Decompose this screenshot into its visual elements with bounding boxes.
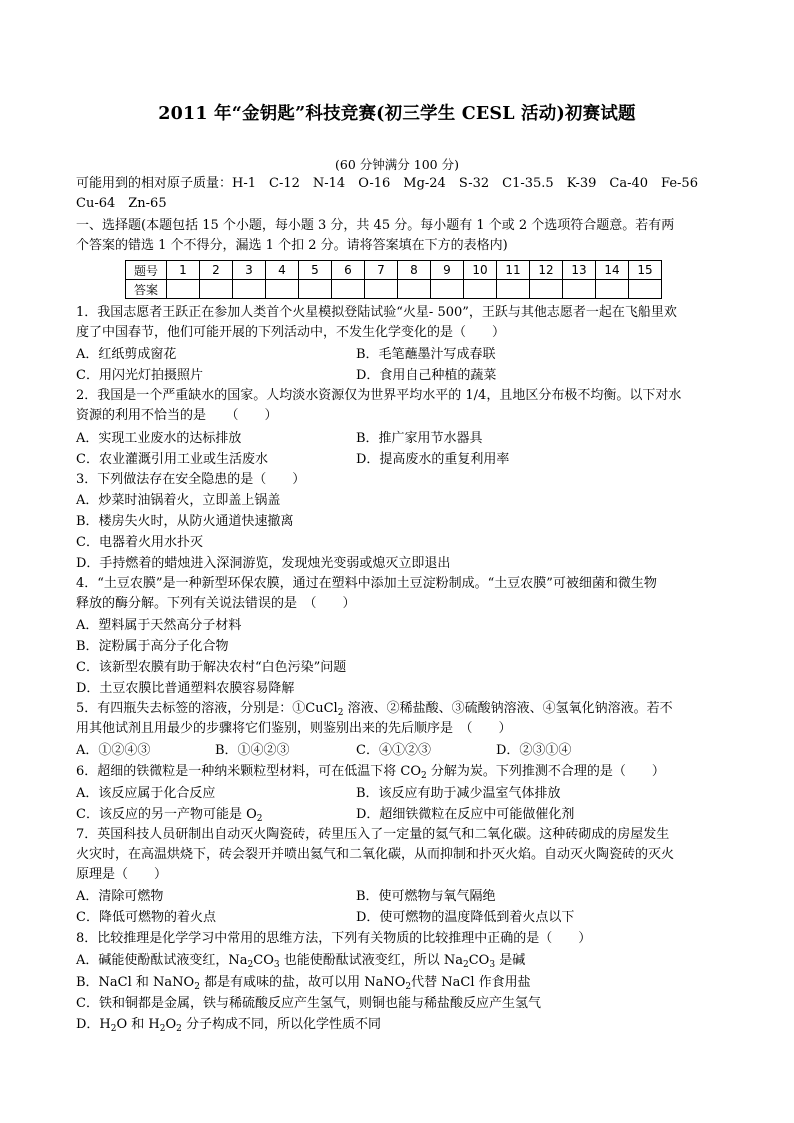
q3-stem: 3．下列做法存在安全隐患的是（ ） [76, 472, 306, 487]
answer-cell[interactable] [596, 280, 629, 299]
question-number-cell: 11 [497, 261, 530, 280]
q6-stem-part2: 分解为炭。下列推测不合理的是（ ） [426, 764, 665, 779]
q7-option-a: A．清除可燃物 [76, 889, 164, 904]
q8-b-part3: 代替 NaCl 作食用盐 [411, 975, 531, 990]
q1-option-a: A．红纸剪成窗花 [76, 347, 177, 362]
q5-stem-part1: 5．有四瓶失去标签的溶液，分别是：①CuCl [76, 701, 338, 716]
q7-stem-line2: 火灾时，在高温烘烧下，砖会裂开并喷出氦气和二氧化碳，从而抑制和扑灭火焰。自动灭火陶瓷砖的灭火 [76, 847, 675, 862]
atomic-masses-line2: Cu-64 Zn-65 [76, 196, 167, 211]
q2-option-a: A．实现工业废水的达标排放 [76, 431, 242, 446]
q4-option-c: C．该新型农膜有助于解决农村“白色污染”问题 [76, 660, 347, 675]
answer-table-row-numbers [126, 261, 662, 280]
answer-cell[interactable] [167, 280, 200, 299]
q8-a-part2: CO [253, 953, 274, 968]
q3-option-b: B．楼房失火时，从防火通道快速撤离 [76, 514, 294, 529]
question-number-cell: 14 [596, 261, 629, 280]
subscript: 3 [489, 960, 496, 970]
q8-option-a [76, 951, 525, 971]
q6-option-c [76, 805, 262, 825]
q1-stem-line1: 1．我国志愿者王跃正在参加人类首个火星模拟登陆试验“火星- 500”，王跃与其他志愿者一起在飞船里欢 [76, 305, 677, 320]
answer-cell[interactable] [365, 280, 398, 299]
q2-option-b: B．推广家用节水器具 [356, 431, 483, 446]
answer-cell[interactable] [233, 280, 266, 299]
subscript: 2 [110, 1024, 117, 1034]
q2-option-d: D．提高废水的重复利用率 [356, 452, 510, 467]
q5-option-b: B．①④②③ [215, 743, 290, 758]
q7-stem-line1: 7．英国科技人员研制出自动灭火陶瓷砖，砖里压入了一定量的氦气和二氧化碳。这种砖砌成的房屋发生 [76, 827, 670, 842]
q1-option-b: B．毛笔蘸墨汁写成春联 [356, 347, 496, 362]
q8-option-b [76, 973, 531, 993]
q8-d-part3: O [165, 1017, 177, 1032]
row-label-answer: 答案 [126, 280, 167, 299]
subscript: 2 [194, 982, 200, 992]
q2-option-c: C．农业灌溉引用工业或生活废水 [76, 452, 268, 467]
question-number-cell: 8 [398, 261, 431, 280]
q1-option-c: C．用闪光灯拍摄照片 [76, 368, 203, 383]
q1-option-d: D．食用自己种植的蔬菜 [356, 368, 497, 383]
q6-option-a: A．该反应属于化合反应 [76, 786, 216, 801]
answer-cell[interactable] [464, 280, 497, 299]
question-number-cell: 2 [200, 261, 233, 280]
q5-stem-line2: 用其他试剂且用最少的步骤将它们鉴别，则鉴别出来的先后顺序是 （ ） [76, 721, 512, 736]
answer-cell[interactable] [398, 280, 431, 299]
answer-cell[interactable] [332, 280, 365, 299]
page-title: 2011 年“金钥匙”科技竞赛(初三学生 CESL 活动)初赛试题 [158, 104, 636, 124]
q8-a-part3: 也能使酚酞试液变红，所以 Na [279, 953, 463, 968]
question-number-cell: 9 [431, 261, 464, 280]
q3-option-d: D．手持燃着的蜡烛进入深洞游览，发现烛光变弱或熄灭立即退出 [76, 556, 451, 571]
q5-stem-line1 [76, 699, 726, 719]
q4-stem-line2: 释放的酶分解。下列有关说法错误的是 （ ） [76, 596, 356, 611]
subscript: 2 [247, 960, 254, 970]
answer-cell[interactable] [200, 280, 233, 299]
question-number-cell: 12 [530, 261, 563, 280]
q8-b-part2: 都是有咸味的盐，故可以用 NaNO [199, 975, 406, 990]
question-number-cell: 15 [629, 261, 662, 280]
q8-stem: 8．比较推理是化学学习中常用的思维方法，下列有关物质的比较推理中正确的是（ ） [76, 931, 592, 946]
answer-cell[interactable] [266, 280, 299, 299]
q4-option-b: B．淀粉属于高分子化合物 [76, 639, 229, 654]
q3-option-c: C．电器着火用水扑灭 [76, 535, 203, 550]
subscript: 2 [256, 814, 263, 824]
q4-option-d: D．土豆农膜比普通塑料农膜容易降解 [76, 681, 295, 696]
subscript: 2 [176, 1024, 182, 1034]
q2-stem-line2: 资源的利用不恰当的是 （ ） [76, 408, 278, 423]
question-number-cell: 13 [563, 261, 596, 280]
q6-stem [76, 762, 726, 782]
section1-instruction-2: 个答案的错选 1 个不得分，漏选 1 个扣 2 分。请将答案填在下方的表格内) [76, 238, 508, 253]
q7-stem-line3: 原理是（ ） [76, 867, 168, 882]
q5-option-d: D．②③①④ [496, 743, 572, 758]
row-label-number: 题号 [126, 261, 167, 280]
answer-cell[interactable] [299, 280, 332, 299]
section1-instruction-1: 一、选择题(本题包括 15 个小题，每小题 3 分，共 45 分。每小题有 1 个或 2 个选项符合题意。若有两 [76, 218, 675, 233]
question-number-cell: 10 [464, 261, 497, 280]
q6-option-b: B．该反应有助于减少温室气体排放 [356, 786, 561, 801]
q4-stem-line1: 4．“土豆农膜”是一种新型环保农膜，通过在塑料中添加土豆淀粉制成。“土豆农膜”可被细菌和微生物 [76, 576, 657, 591]
q5-option-c: C．④①②③ [356, 743, 431, 758]
question-number-cell: 7 [365, 261, 398, 280]
q8-d-part1: D．H [76, 1017, 111, 1032]
question-number-cell: 5 [299, 261, 332, 280]
q8-a-part4: CO [468, 953, 490, 968]
q8-a-part5: 是碱 [495, 953, 526, 968]
q8-d-part4: 分子构成不同，所以化学性质不同 [181, 1017, 382, 1032]
q2-stem-line1: 2．我国是一个严重缺水的国家。人均淡水资源仅为世界平均水平的 1/4，且地区分布极不均衡。以下对水 [76, 388, 682, 403]
q8-b-part1: B．NaCl 和 NaNO [76, 975, 195, 990]
q6-option-d: D．超细铁微粒在反应中可能做催化剂 [356, 807, 575, 822]
answer-cell[interactable] [629, 280, 662, 299]
q4-option-a: A．塑料属于天然高分子材料 [76, 618, 242, 633]
q6-stem-part1: 6．超细的铁微粒是一种纳米颗粒型材料，可在低温下将 CO [76, 764, 422, 779]
subscript: 2 [421, 771, 427, 781]
answer-table-row-answers [126, 280, 662, 299]
q5-option-a: A．①②④③ [76, 743, 151, 758]
subscript: 2 [337, 708, 344, 718]
q8-option-d [76, 1015, 381, 1035]
q8-a-part1: A．碱能使酚酞试液变红，Na [76, 953, 248, 968]
answer-cell[interactable] [431, 280, 464, 299]
question-number-cell: 1 [167, 261, 200, 280]
question-number-cell: 6 [332, 261, 365, 280]
subscript: 2 [462, 960, 469, 970]
q8-option-c: C．铁和铜都是金属，铁与稀硫酸反应产生氢气，则铜也能与稀盐酸反应产生氢气 [76, 996, 541, 1011]
q5-stem-part2: 溶液、②稀盐酸、③硫酸钠溶液、④氢氧化钠溶液。若不 [343, 701, 673, 716]
answer-table [125, 260, 662, 299]
q3-option-a: A．炒菜时油锅着火，立即盖上锅盖 [76, 493, 281, 508]
subscript: 2 [405, 982, 412, 992]
question-number-cell: 4 [266, 261, 299, 280]
subscript: 3 [273, 960, 280, 970]
question-number-cell: 3 [233, 261, 266, 280]
subscript: 2 [159, 1024, 166, 1034]
q1-stem-line2: 度了中国春节，他们可能开展的下列活动中，不发生化学变化的是（ ） [76, 325, 506, 340]
atomic-masses-line1: 可能用到的相对原子质量：H-1 C-12 N-14 O-16 Mg-24 S-32 C1-35.5 K-39 Ca-40 Fe-56 [76, 176, 698, 191]
q7-option-c: C．降低可燃物的着火点 [76, 910, 216, 925]
answer-cell[interactable] [497, 280, 530, 299]
q7-option-b: B．使可燃物与氧气隔绝 [356, 889, 496, 904]
q6-option-c-text: C．该反应的另一产物可能是 O [76, 807, 257, 822]
q8-d-part2: O 和 H [116, 1017, 160, 1032]
answer-cell[interactable] [563, 280, 596, 299]
q7-option-d: D．使可燃物的温度降低到着火点以下 [356, 910, 575, 925]
answer-cell[interactable] [530, 280, 563, 299]
exam-meta: (60 分钟满分 100 分) [335, 157, 459, 172]
